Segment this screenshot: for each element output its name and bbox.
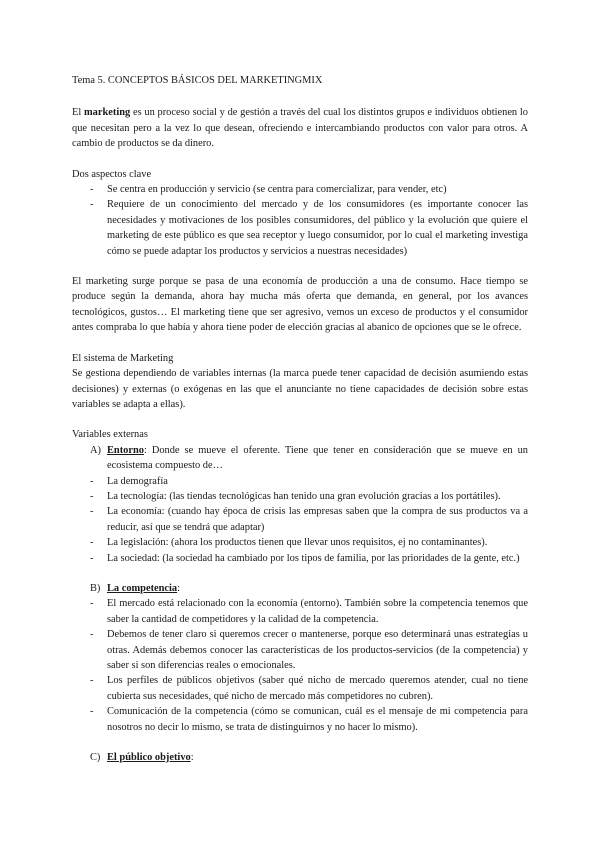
list-item: - La legislación: (ahora los productos tienen que llevar unos requisitos, ej no contaminantes). bbox=[72, 535, 528, 550]
list-item: - La sociedad: (la sociedad ha cambiado por los tipos de familia, por las prioridades de la gente, etc.) bbox=[72, 551, 528, 566]
external-heading: Variables externas bbox=[72, 429, 148, 441]
list-item: - La tecnología: (las tiendas tecnológicas han tenido una gran evolución gracias a los portátiles). bbox=[72, 489, 528, 504]
intro-text-rest: es un proceso social y de gestión a través del cual los distintos grupos e individuos obtienen lo que necesitan pero a la vez lo que desean, ofreciendo e intercambiando productos con valor para otros. A cambio de productos se da dinero. bbox=[72, 107, 528, 150]
list-item: - La economía: (cuando hay época de crisis las empresas saben que la compra de sus productos va a reducir, así que se tendrá que adaptar) bbox=[72, 504, 528, 535]
list-item: - Requiere de un conocimiento del mercado y de los consumidores (es importante conocer las necesidades y motivaciones de los posibles consumidores, del público y la evolución que quiere el marketing de este público es que sea receptor y luego consumidor, por lo cual el marketing investiga cómo se puede adaptar los productos y servicios a nuestras necesidades) bbox=[72, 197, 528, 259]
page-title: Tema 5. CONCEPTOS BÁSICOS DEL MARKETINGMIX bbox=[72, 75, 323, 86]
aspects-heading: Dos aspectos clave bbox=[72, 168, 152, 180]
section-a-text: : Donde se mueve el oferente. Tiene que tener en consideración que se mueve en un ecosistema compuesto de… bbox=[107, 444, 528, 472]
list-item: - El mercado está relacionado con la economía (entorno). También sobre la competencia tenemos que saber la cantidad de competidores y la calidad de la competencia. bbox=[72, 596, 528, 627]
system-paragraph: Se gestiona dependiendo de variables internas (la marca puede tener capacidad de decisión asumiendo estas decisiones) y externas (o exógenas en las que el anunciante no tiene capacidades de decisión sobre estas variables se adapta a ellas). bbox=[72, 368, 528, 410]
consumption-paragraph: El marketing surge porque se pasa de una economía de producción a una de consumo. Hace tiempo se produce según la demanda, ahora hay mucha más oferta que demanda, en general, por los avances tecnológicos, gustos… El marketing tiene que ser agresivo, vemos un exceso de productos y el consumidor antes compraba lo que había y ahora tiene poder de elección gracias al abanico de opciones que se le ofrece. bbox=[72, 276, 528, 334]
intro-paragraph bbox=[72, 105, 528, 151]
section-a bbox=[72, 443, 528, 474]
section-a-list bbox=[72, 474, 528, 566]
section-c-text: : bbox=[190, 752, 194, 764]
section-c-label: El público objetivo bbox=[107, 752, 191, 764]
section-b-mark: B) bbox=[90, 582, 101, 594]
list-item: - Debemos de tener claro si queremos crecer o mantenerse, porque eso determinará unas estrategias u otras. Además debemos conocer las características de los productos-servicios (de la competencia) y saber si son diferencias reales o emocionales. bbox=[72, 627, 528, 673]
section-b-list bbox=[72, 596, 528, 735]
section-b bbox=[72, 581, 528, 596]
intro-bold-term: marketing bbox=[84, 107, 131, 119]
section-a-label: Entorno bbox=[107, 444, 144, 456]
system-heading: El sistema de Marketing bbox=[72, 352, 174, 364]
section-c bbox=[72, 750, 528, 765]
section-b-label: La competencia bbox=[107, 582, 178, 594]
intro-text-start: El bbox=[72, 107, 84, 119]
list-item: - Comunicación de la competencia (cómo se comunican, cuál es el mensaje de mi competencia para nosotros no decir lo mismo, se trata de distinguirnos y no hacer lo mismo). bbox=[72, 704, 528, 735]
section-b-text: : bbox=[177, 582, 181, 594]
section-c-mark: C) bbox=[90, 752, 101, 764]
list-item: - Se centra en producción y servicio (se centra para comercializar, para vender, etc) bbox=[72, 182, 528, 197]
list-item: - La demografía bbox=[72, 474, 528, 489]
section-a-mark: A) bbox=[90, 444, 101, 456]
list-item: - Los perfiles de públicos objetivos (saber qué nicho de mercado queremos atender, cual no tiene cubierta sus necesidades, qué nicho de mercado más competidores no cubren). bbox=[72, 673, 528, 704]
aspects-list bbox=[72, 182, 528, 259]
